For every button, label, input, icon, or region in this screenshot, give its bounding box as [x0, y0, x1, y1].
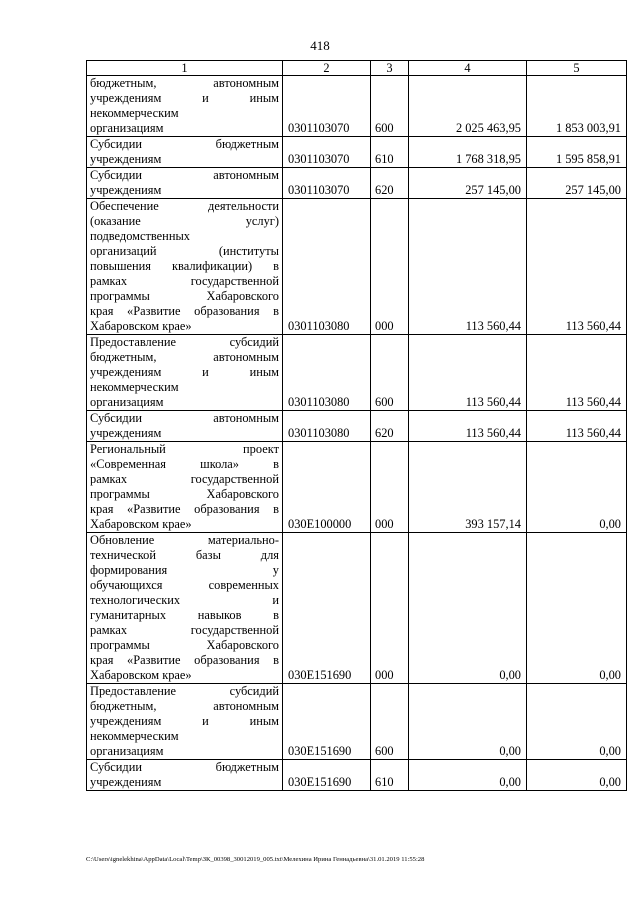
- row-amount-1-cell: 113 560,44: [409, 335, 527, 411]
- row-amount-2-cell: 113 560,44: [527, 411, 627, 442]
- table-row: [87, 442, 627, 533]
- row-name-line: Субсидии автономным: [90, 168, 279, 182]
- row-name-line: Субсидии автономным: [90, 411, 279, 425]
- table-row: [87, 684, 627, 760]
- row-amount-2-cell: 1 853 003,91: [527, 76, 627, 137]
- row-name-cell: [87, 199, 283, 335]
- row-expense-type-cell: 610: [371, 760, 409, 791]
- row-amount-1-cell: 0,00: [409, 684, 527, 760]
- page-number: 418: [310, 38, 330, 53]
- row-amount-2-cell: 1 595 858,91: [527, 137, 627, 168]
- row-code-cell: 0301103070: [283, 76, 371, 137]
- row-name-cell: [87, 335, 283, 411]
- row-name-line: подведомственных: [90, 229, 190, 243]
- row-name-line: программы Хабаровского: [90, 487, 279, 501]
- row-amount-2-cell: 113 560,44: [527, 335, 627, 411]
- row-expense-type-cell: 000: [371, 533, 409, 684]
- row-name-line: Региональный проект: [90, 442, 279, 456]
- row-name-line: Хабаровском крае»: [90, 319, 192, 333]
- row-name-line: некоммерческим: [90, 729, 179, 743]
- row-code-cell: 0301103080: [283, 199, 371, 335]
- row-name-cell: [87, 168, 283, 199]
- table-row: [87, 76, 627, 137]
- row-name-line: организаций (институты: [90, 244, 279, 258]
- row-name-line: программы Хабаровского: [90, 638, 279, 652]
- row-name-line: учреждениям: [90, 183, 162, 197]
- row-code-cell: 0301103070: [283, 137, 371, 168]
- row-name-cell: [87, 442, 283, 533]
- row-name-line: бюджетным, автономным: [90, 350, 279, 364]
- row-name-line: рамках государственной: [90, 274, 279, 288]
- row-name-line: учреждениям: [90, 426, 162, 440]
- row-name-line: учреждениям и иным: [90, 91, 279, 105]
- table-header-row: [87, 61, 627, 76]
- row-name-line: Хабаровском крае»: [90, 517, 192, 531]
- row-code-cell: 030E100000: [283, 442, 371, 533]
- row-name-line: организациям: [90, 121, 164, 135]
- row-expense-type-cell: 000: [371, 442, 409, 533]
- row-amount-2-cell: 0,00: [527, 684, 627, 760]
- row-amount-2-cell: 257 145,00: [527, 168, 627, 199]
- row-name-line: Субсидии бюджетным: [90, 137, 279, 151]
- row-expense-type-cell: 600: [371, 76, 409, 137]
- row-expense-type-cell: 620: [371, 411, 409, 442]
- column-header-4: 4: [409, 61, 527, 76]
- row-name-line: Хабаровском крае»: [90, 668, 192, 682]
- row-expense-type-cell: 620: [371, 168, 409, 199]
- row-name-line: повышения квалификации) в: [90, 259, 279, 273]
- table-row: [87, 168, 627, 199]
- row-name-cell: [87, 760, 283, 791]
- table-row: [87, 335, 627, 411]
- row-code-cell: 030E151690: [283, 533, 371, 684]
- row-amount-1-cell: 113 560,44: [409, 411, 527, 442]
- column-header-2: 2: [283, 61, 371, 76]
- row-expense-type-cell: 000: [371, 199, 409, 335]
- row-amount-1-cell: 2 025 463,95: [409, 76, 527, 137]
- row-name-line: некоммерческим: [90, 106, 179, 120]
- row-code-cell: 0301103080: [283, 335, 371, 411]
- row-name-line: края «Развитие образования в: [90, 502, 279, 516]
- row-name-line: организациям: [90, 744, 164, 758]
- row-name-line: обучающихся современных: [90, 578, 279, 592]
- row-name-line: (оказание услуг): [90, 214, 279, 228]
- row-name-cell: [87, 533, 283, 684]
- row-name-line: Предоставление субсидий: [90, 684, 279, 698]
- row-name-line: Субсидии бюджетным: [90, 760, 279, 774]
- table-row: [87, 199, 627, 335]
- row-expense-type-cell: 600: [371, 335, 409, 411]
- column-header-1: 1: [87, 61, 283, 76]
- row-name-line: края «Развитие образования в: [90, 304, 279, 318]
- row-amount-2-cell: 0,00: [527, 442, 627, 533]
- row-name-cell: [87, 411, 283, 442]
- row-name-line: технической базы для: [90, 548, 279, 562]
- row-amount-1-cell: 257 145,00: [409, 168, 527, 199]
- row-name-line: Предоставление субсидий: [90, 335, 279, 349]
- row-name-line: Обновление материально-: [90, 533, 279, 547]
- table-row: [87, 411, 627, 442]
- row-name-line: некоммерческим: [90, 380, 179, 394]
- row-code-cell: 030E151690: [283, 760, 371, 791]
- row-amount-2-cell: 0,00: [527, 533, 627, 684]
- row-name-line: технологических и: [90, 593, 279, 607]
- row-code-cell: 0301103080: [283, 411, 371, 442]
- row-amount-1-cell: 1 768 318,95: [409, 137, 527, 168]
- row-name-line: учреждениям: [90, 775, 162, 789]
- row-name-line: организациям: [90, 395, 164, 409]
- row-amount-2-cell: 0,00: [527, 760, 627, 791]
- row-name-cell: [87, 76, 283, 137]
- table-row: [87, 760, 627, 791]
- row-expense-type-cell: 610: [371, 137, 409, 168]
- row-amount-2-cell: 113 560,44: [527, 199, 627, 335]
- row-expense-type-cell: 600: [371, 684, 409, 760]
- row-amount-1-cell: 113 560,44: [409, 199, 527, 335]
- row-name-line: гуманитарных навыков в: [90, 608, 279, 622]
- row-name-line: учреждениям: [90, 152, 162, 166]
- row-name-line: рамках государственной: [90, 623, 279, 637]
- column-header-5: 5: [527, 61, 627, 76]
- row-name-line: учреждениям и иным: [90, 365, 279, 379]
- row-name-line: края «Развитие образования в: [90, 653, 279, 667]
- row-name-line: бюджетным, автономным: [90, 699, 279, 713]
- table-row: [87, 137, 627, 168]
- row-name-line: программы Хабаровского: [90, 289, 279, 303]
- row-name-cell: [87, 684, 283, 760]
- row-code-cell: 0301103070: [283, 168, 371, 199]
- row-name-cell: [87, 137, 283, 168]
- row-name-line: «Современная школа» в: [90, 457, 279, 471]
- file-path-footer: C:\Users\ignelekhina\AppData\Local\Temp\ЗК_00398_30012019_005.txt\Мелехина Ирина Геннадьевна\31.01.2019 11:55:28: [86, 856, 425, 863]
- table-row: [87, 533, 627, 684]
- row-name-line: Обеспечение деятельности: [90, 199, 279, 213]
- column-header-3: 3: [371, 61, 409, 76]
- row-code-cell: 030E151690: [283, 684, 371, 760]
- row-name-line: формирования у: [90, 563, 279, 577]
- row-amount-1-cell: 393 157,14: [409, 442, 527, 533]
- row-name-line: рамках государственной: [90, 472, 279, 486]
- row-amount-1-cell: 0,00: [409, 533, 527, 684]
- budget-table: [86, 60, 627, 791]
- row-amount-1-cell: 0,00: [409, 760, 527, 791]
- row-name-line: бюджетным, автономным: [90, 76, 279, 90]
- row-name-line: учреждениям и иным: [90, 714, 279, 728]
